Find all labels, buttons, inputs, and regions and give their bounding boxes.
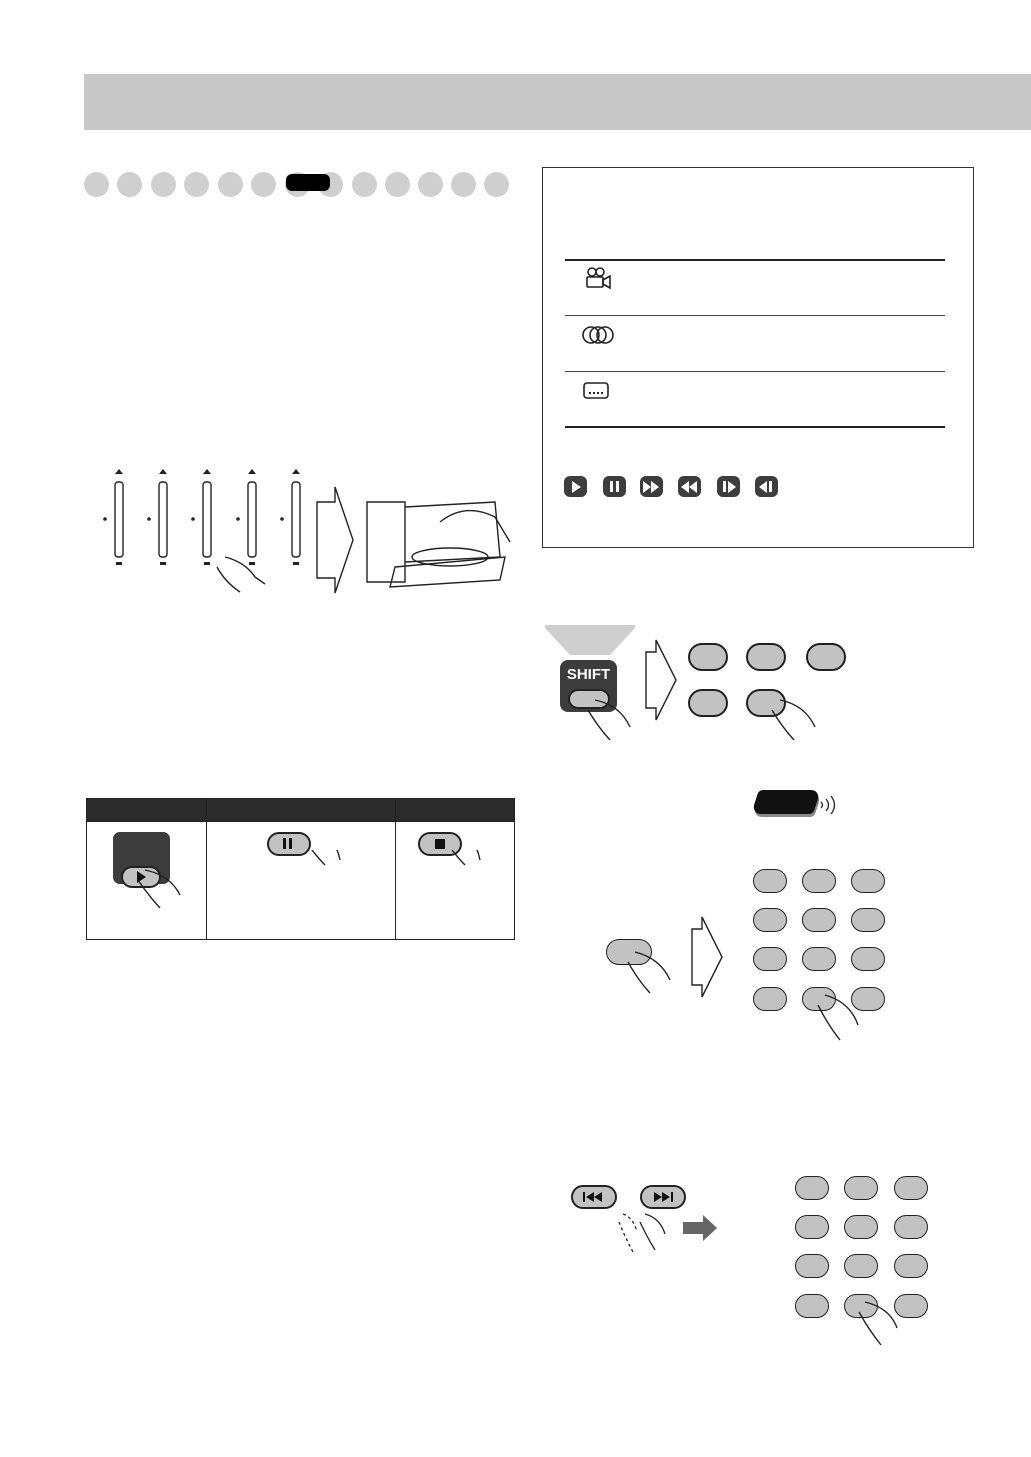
section-tab-dot[interactable] — [117, 172, 142, 197]
section-tab-dot[interactable] — [151, 172, 176, 197]
keypad-key[interactable] — [844, 1215, 878, 1239]
section-tab-dot[interactable] — [484, 172, 509, 197]
shift-label: SHIFT — [566, 666, 611, 683]
keypad-key[interactable] — [795, 1176, 829, 1200]
pause-icon — [289, 838, 292, 849]
remote-key[interactable] — [688, 643, 728, 671]
keypad-key[interactable] — [894, 1254, 928, 1278]
remote-control-icon — [751, 790, 821, 814]
section-tab-dot[interactable] — [385, 172, 410, 197]
stop-icon — [435, 839, 445, 849]
table-header-cell — [87, 799, 207, 822]
play-icon — [564, 476, 587, 497]
keypad-key[interactable] — [802, 869, 836, 893]
section-tab-dot[interactable] — [84, 172, 109, 197]
finger-press-illustrations — [580, 695, 830, 745]
keypad-key[interactable] — [795, 1215, 829, 1239]
table-header-cell — [396, 799, 515, 822]
disc-load-illustration — [95, 462, 520, 602]
divider — [565, 371, 945, 372]
keypad-key[interactable] — [753, 869, 787, 893]
keypad-key[interactable] — [851, 869, 885, 893]
active-section-tab[interactable] — [286, 174, 330, 191]
pause-icon — [603, 476, 626, 497]
finger-press-illustrations — [130, 850, 510, 920]
fast-forward-icon — [640, 476, 663, 497]
camera-angle-icon — [583, 266, 613, 290]
section-tab-dot[interactable] — [451, 172, 476, 197]
remote-key[interactable] — [746, 643, 786, 671]
audio-language-icon — [581, 324, 615, 346]
finger-press-illustrations — [620, 950, 870, 1045]
signal-waves-icon — [818, 795, 842, 815]
slow-reverse-icon — [755, 476, 778, 497]
keypad-key[interactable] — [795, 1294, 829, 1318]
section-tab-dot[interactable] — [418, 172, 443, 197]
fast-reverse-icon — [678, 476, 701, 497]
down-arrow-indicator — [545, 625, 635, 665]
section-tab-dot[interactable] — [352, 172, 377, 197]
keypad-key[interactable] — [844, 1254, 878, 1278]
pause-icon — [283, 838, 286, 849]
keypad-key[interactable] — [795, 1254, 829, 1278]
section-tab-dot[interactable] — [184, 172, 209, 197]
skip-forward-icon — [651, 1191, 675, 1203]
keypad-key[interactable] — [894, 1215, 928, 1239]
header-band — [84, 74, 1031, 130]
skip-back-icon — [582, 1191, 606, 1203]
remote-key[interactable] — [806, 643, 846, 671]
divider — [565, 259, 945, 261]
table-header-cell — [207, 799, 396, 822]
section-tab-dot[interactable] — [218, 172, 243, 197]
subtitle-icon — [582, 381, 612, 401]
finger-press-illustrations — [855, 1300, 915, 1350]
keypad-key[interactable] — [753, 908, 787, 932]
keypad-key[interactable] — [894, 1176, 928, 1200]
keypad-key[interactable] — [851, 908, 885, 932]
finger-press-illustrations — [615, 1212, 720, 1257]
keypad-key[interactable] — [802, 908, 836, 932]
section-tab-dot[interactable] — [251, 172, 276, 197]
keypad-key[interactable] — [844, 1176, 878, 1200]
divider — [565, 315, 945, 316]
divider — [565, 426, 945, 428]
slow-forward-icon — [717, 476, 740, 497]
